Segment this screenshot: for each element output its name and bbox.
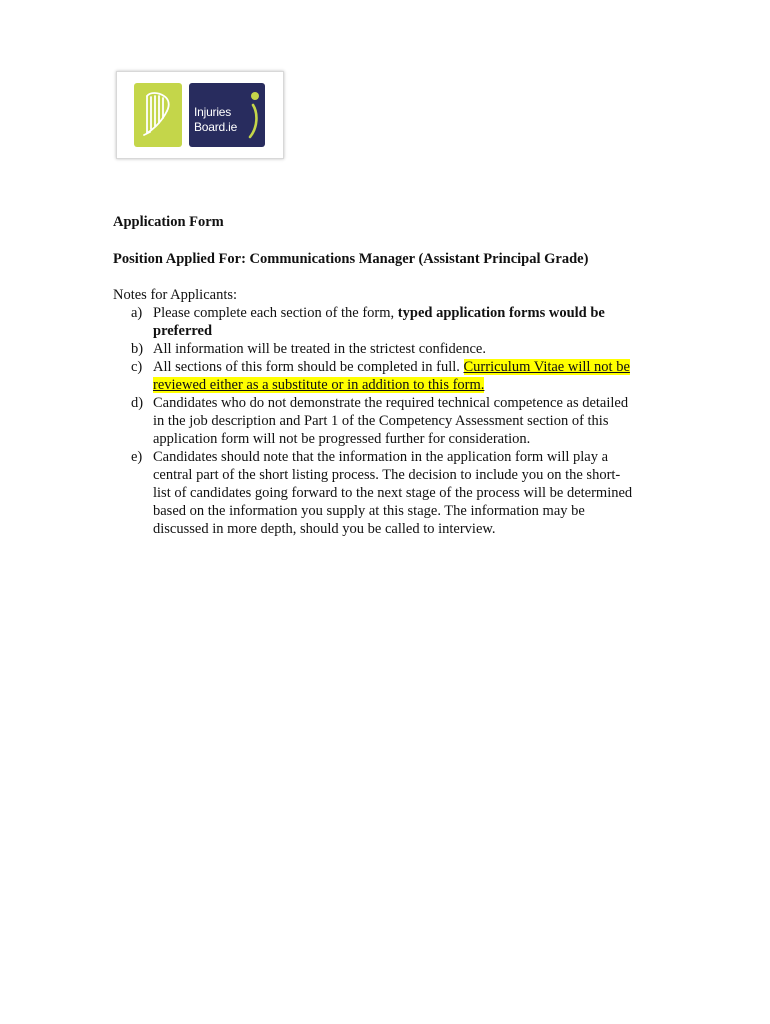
note-text: based on the information you supply at this stage. The information may be [153, 503, 585, 519]
brand-name-line1: Injuries [194, 105, 232, 119]
note-text: list of candidates going forward to the next stage of the process will be determined [153, 485, 633, 501]
info-i-icon [245, 83, 265, 147]
note-marker: e) [131, 449, 143, 465]
brand-panel [189, 83, 265, 147]
note-line [153, 376, 663, 394]
note-line [153, 358, 663, 376]
position-applied-for: Position Applied For: Communications Manager (Assistant Principal Grade) [113, 251, 589, 267]
note-marker: b) [131, 341, 144, 357]
note-text: Please complete each section of the form, [153, 305, 398, 321]
note-line [153, 304, 663, 322]
note-text: Candidates who do not demonstrate the required technical competence as detailed [153, 395, 629, 411]
note-text: application form will not be progressed further for consideration. [153, 431, 531, 447]
note-marker: c) [131, 359, 143, 375]
note-text: Candidates should note that the information in the application form will play a [153, 449, 609, 465]
injuries-board-logo [116, 71, 284, 159]
note-text: discussed in more depth, should you be called to interview. [153, 521, 496, 537]
note-emphasis: typed application forms would be [397, 305, 605, 321]
harp-emblem [134, 83, 182, 147]
note-emphasis-continued: preferred [153, 323, 213, 339]
note-text: in the job description and Part 1 of the Competency Assessment section of this [153, 413, 609, 429]
harp-icon [134, 83, 182, 147]
highlighted-text: Curriculum Vitae will not be [463, 359, 630, 375]
highlighted-text: reviewed either as a substitute or in addition to this form. [153, 377, 485, 393]
note-text: All information will be treated in the strictest confidence. [153, 341, 486, 357]
note-text: central part of the short listing process. The decision to include you on the short- [153, 467, 621, 483]
form-title: Application Form [113, 214, 224, 230]
note-marker: a) [131, 305, 143, 321]
notes-title: Notes for Applicants: [113, 287, 238, 303]
note-text: All sections of this form should be completed in full. [153, 359, 464, 375]
brand-name-line2: Board.ie [194, 120, 238, 134]
note-marker: d) [131, 395, 144, 411]
